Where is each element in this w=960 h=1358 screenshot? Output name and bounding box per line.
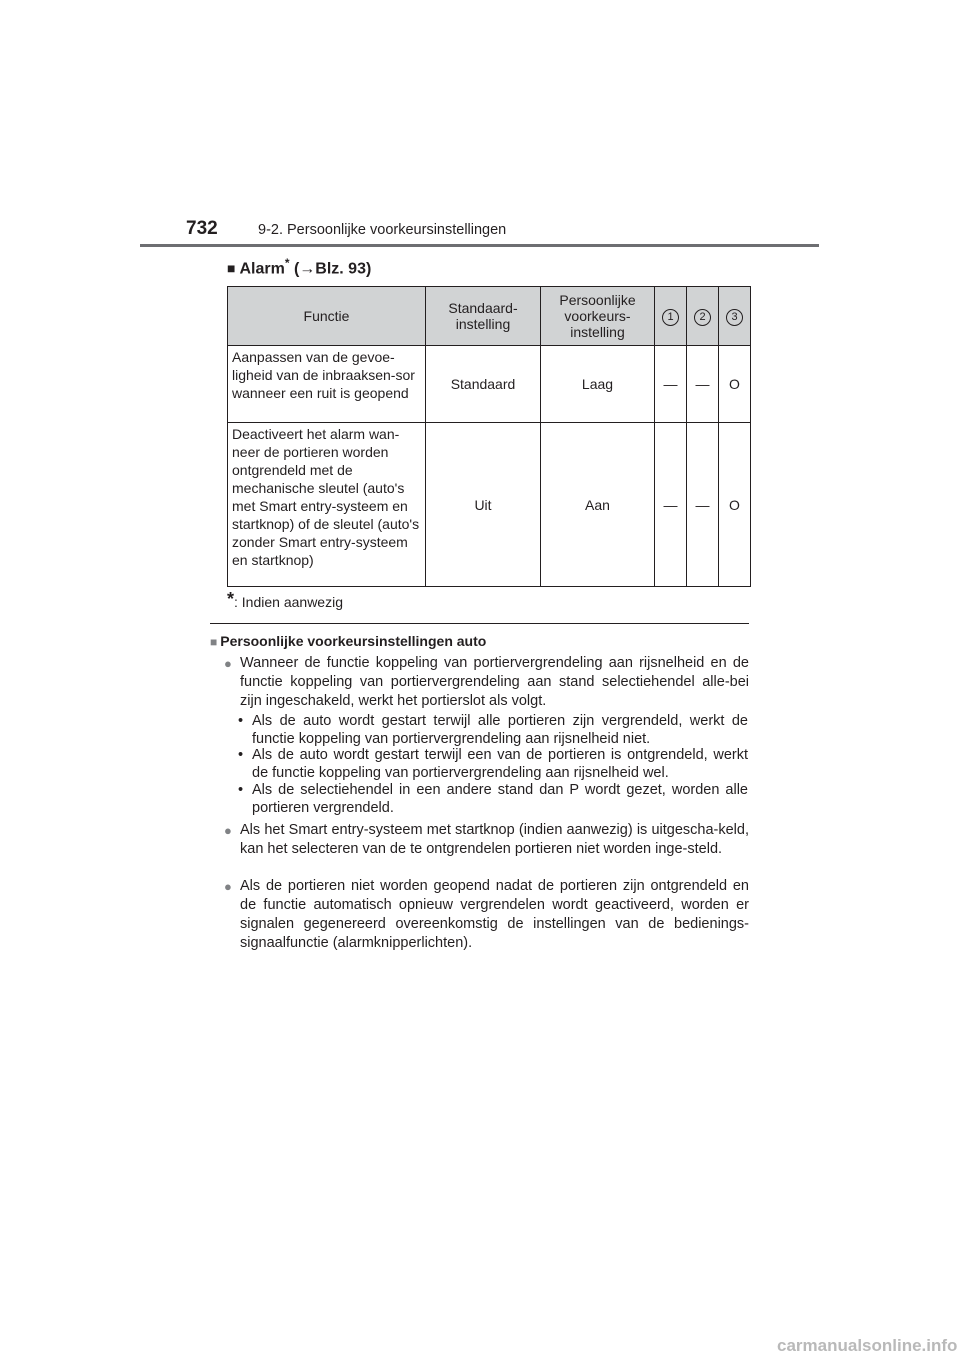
list-item-text: Als de auto wordt gestart terwijl een van de portieren is ontgrendeld, werkt de functie koppeling van portiervergrendeling aan rijsnelheid wel.	[252, 747, 748, 781]
table-row	[228, 346, 751, 423]
circled-number-3: 3	[726, 309, 743, 326]
list-item	[224, 654, 749, 711]
section-heading	[227, 256, 371, 278]
asterisk-marker: *	[284, 256, 290, 270]
header-col2	[687, 287, 719, 346]
notes-heading	[210, 633, 486, 649]
cell-custom: Aan	[541, 423, 655, 587]
footnote	[227, 591, 343, 612]
header-default: Standaard-instelling	[426, 287, 541, 346]
cell-custom: Laag	[541, 346, 655, 423]
circled-number-1: 1	[662, 309, 679, 326]
round-bullet-icon: ●	[224, 656, 232, 671]
list-item-text: Als de selectiehendel in een andere stand dan P wordt gezet, worden alle portieren vergrendeld.	[252, 782, 748, 816]
section-divider	[210, 623, 749, 624]
watermark: carmanualsonline.info	[777, 1336, 958, 1355]
list-item	[224, 821, 749, 859]
dot-marker-icon: •	[238, 713, 244, 729]
cell-c2: —	[687, 346, 719, 423]
cell-c1: —	[655, 346, 687, 423]
list-item	[238, 712, 748, 748]
header-custom: Persoonlijke voorkeurs-instelling	[541, 287, 655, 346]
cell-function: Aanpassen van de gevoe-ligheid van de inbraaksen-sor wanneer een ruit is geopend	[228, 346, 426, 423]
table-header-row	[228, 287, 751, 346]
settings-table	[227, 286, 751, 587]
square-bullet-icon: ■	[210, 635, 218, 649]
header-col1	[655, 287, 687, 346]
footnote-text: : Indien aanwezig	[234, 594, 343, 610]
notes-heading-text: Persoonlijke voorkeursinstellingen auto	[220, 633, 487, 649]
cell-c3: O	[719, 346, 751, 423]
list-item-text: Wanneer de functie koppeling van portiervergrendeling aan rijsnelheid en de functie koppeling van portiervergrendeling aan stand selectiehendel alle-bei zijn ingeschakeld, werkt het portierslot als volgt.	[240, 655, 749, 709]
square-bullet-icon: ■	[227, 260, 236, 277]
chapter-title: 9-2. Persoonlijke voorkeursinstellingen	[258, 222, 507, 238]
list-item	[238, 746, 748, 782]
circled-number-2: 2	[694, 309, 711, 326]
list-item-text: Als de portieren niet worden geopend nadat de portieren zijn ontgrendeld en de functie automatisch opnieuw vergrendelen wordt geactiveerd, worden er signalen gegenereerd overeenkomstig de instellingen van de bedienings-signaalfunctie (alarmknipperlichten).	[240, 878, 749, 951]
section-title: Alarm	[239, 260, 285, 278]
list-item-text: Als de auto wordt gestart terwijl alle portieren zijn vergrendeld, werkt de functie koppeling van portiervergrendeling aan rijsnelheid niet.	[252, 713, 748, 747]
cell-c1: —	[655, 423, 687, 587]
cell-c3: O	[719, 423, 751, 587]
header-rule	[140, 244, 819, 247]
cell-c2: —	[687, 423, 719, 587]
table-row	[228, 423, 751, 587]
dot-marker-icon: •	[238, 782, 244, 798]
cell-function: Deactiveert het alarm wan-neer de portieren worden ontgrendeld met de mechanische sleutel (auto's met Smart entry-systeem en startknop) of de sleutel (auto's zonder Smart entry-systeem en startknop)	[228, 423, 426, 587]
header-col3	[719, 287, 751, 346]
dot-marker-icon: •	[238, 747, 244, 763]
list-item-text: Als het Smart entry-systeem met startknop (indien aanwezig) is uitgescha-keld, kan het selecteren van de te ontgrendelen portieren niet worden inge-steld.	[240, 822, 749, 857]
cell-default: Standaard	[426, 346, 541, 423]
cell-default: Uit	[426, 423, 541, 587]
round-bullet-icon: ●	[224, 823, 232, 838]
list-item	[224, 877, 749, 953]
page-reference: (→Blz. 93)	[293, 260, 372, 278]
header-function: Functie	[228, 287, 426, 346]
round-bullet-icon: ●	[224, 879, 232, 894]
list-item	[238, 781, 748, 817]
page-number: 732	[186, 218, 218, 239]
footnote-marker: *	[227, 589, 235, 609]
